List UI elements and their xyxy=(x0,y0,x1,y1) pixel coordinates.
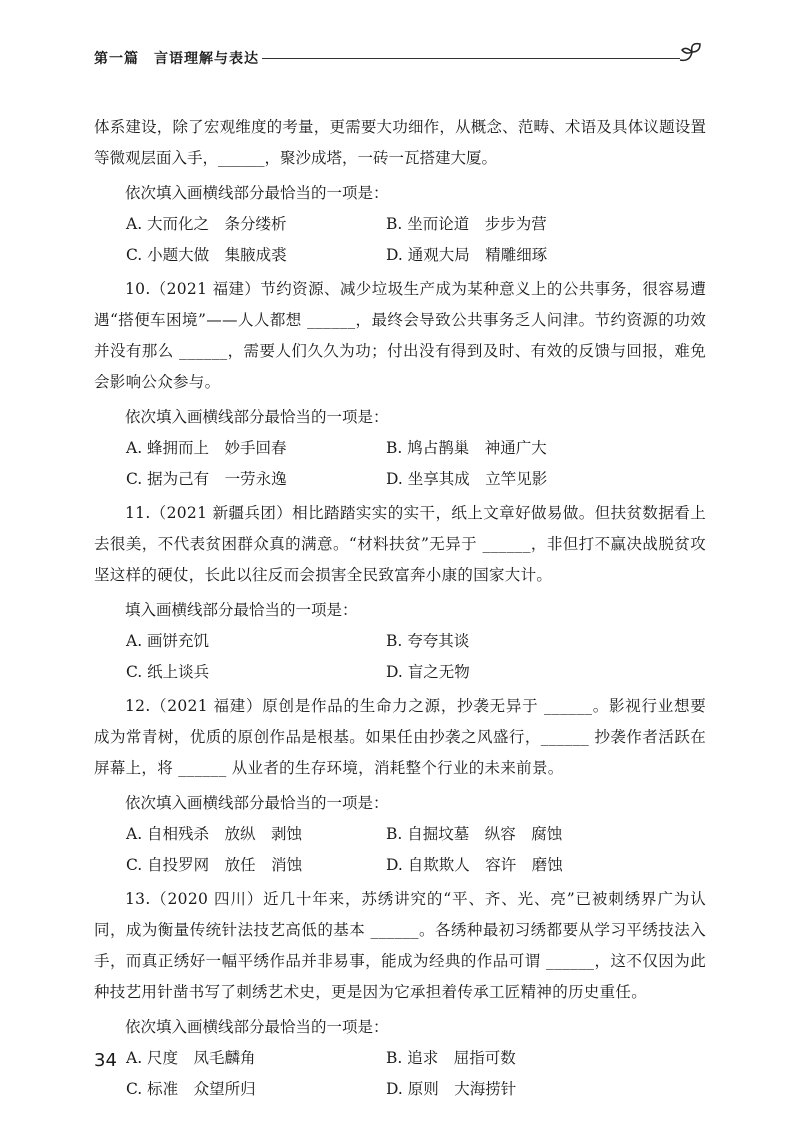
choice-a: A. 画饼充饥 xyxy=(126,632,210,650)
choice-b: B. 夸夸其谈 xyxy=(386,632,470,650)
choice-d: D. 通观大局 精雕细琢 xyxy=(386,246,548,264)
choice-b: B. 自掘坟墓 纵容 腐蚀 xyxy=(386,825,563,843)
choice-d: D. 盲之无物 xyxy=(386,663,470,681)
question-block xyxy=(94,274,706,495)
choice-a: A. 大而化之 条分缕析 xyxy=(126,215,287,233)
question-prompt: 依次填入画横线部分最恰当的一项是： xyxy=(125,1018,389,1036)
question-prompt: 依次填入画横线部分最恰当的一项是： xyxy=(125,184,389,202)
question-stem: 体系建设，除了宏观维度的考量，更需要大功细作，从概念、范畴、术语及具体议题设置等微观层面入手，______，聚沙成塔，一砖一瓦搭建大厦。 xyxy=(94,118,706,167)
section-title: 第一篇 言语理解与表达 xyxy=(94,51,259,67)
choice-list xyxy=(94,626,706,688)
question-block xyxy=(94,112,706,271)
question-stem: 13.（2020 四川）近几十年来，苏绣讲究的“平、齐、光、亮”已被刺绣界广为认同，成为衡量传统针法技艺高低的基本 ______。各绣种最初习绣都要从学习平绣技法入手，而真正绣好一幅平绣作品并非易事，能成为经典的作品可谓 ______，这不仅因为此种技艺用针凿书写了刺绣艺术史，更是因为它承担着传承工匠精神的历史重任。 xyxy=(94,890,706,1001)
choice-list xyxy=(94,433,706,495)
question-prompt: 依次填入画横线部分最恰当的一项是： xyxy=(125,408,389,426)
choice-b: B. 鸠占鹊巢 神通广大 xyxy=(386,439,547,457)
choice-c: C. 据为己有 一劳永逸 xyxy=(126,470,287,488)
question-stem: 10.（2021 福建）节约资源、减少垃圾生产成为某种意义上的公共事务，很容易遭遇“搭便车困境”——人人都想 ______，最终会导致公共事务乏人问津。节约资源的功效并没有那么 ______，需要人们久久为功；付出没有得到及时、有效的反馈与回报，难免会影响公众参与。 xyxy=(94,280,706,391)
question-stem: 11.（2021 新疆兵团）相比踏踏实实的实干，纸上文章好做易做。但扶贫数据看上去很美，不代表贫困群众真的满意。“材料扶贫”无异于 ______，非但打不赢决战脱贫攻坚这样的硬仗，长此以往反而会损害全民致富奔小康的国家大计。 xyxy=(94,504,706,584)
choice-d: D. 坐享其成 立竿见影 xyxy=(386,470,548,488)
page-body xyxy=(94,112,706,1105)
choice-b: B. 追求 屈指可数 xyxy=(386,1049,516,1067)
question-stem: 12.（2021 福建）原创是作品的生命力之源，抄袭无异于 ______。影视行业想要成为常青树，优质的原创作品是根基。如果任由抄袭之风盛行，______ 抄袭作者活跃在屏幕上，将 ______ 从业者的生存环境，消耗整个行业的未来前景。 xyxy=(94,697,706,777)
choice-list xyxy=(94,1043,706,1105)
choice-a: A. 尺度 凤毛麟角 xyxy=(126,1049,256,1067)
question-block xyxy=(94,498,706,688)
choice-d: D. 自欺欺人 容许 磨蚀 xyxy=(386,856,563,874)
choice-a: A. 蜂拥而上 妙手回春 xyxy=(126,439,287,457)
choice-c: C. 自投罗网 放任 消蚀 xyxy=(126,856,303,874)
choice-list xyxy=(94,209,706,271)
question-block xyxy=(94,691,706,881)
choice-c: C. 小题大做 集腋成裘 xyxy=(126,246,287,264)
sprout-icon xyxy=(676,40,706,70)
question-prompt: 填入画横线部分最恰当的一项是： xyxy=(125,601,358,619)
page-number: 34 xyxy=(94,1050,117,1071)
choice-c: C. 标准 众望所归 xyxy=(126,1080,256,1098)
choice-b: B. 坐而论道 步步为营 xyxy=(386,215,547,233)
header-rule xyxy=(262,58,680,59)
choice-d: D. 原则 大海捞针 xyxy=(386,1080,517,1098)
running-header xyxy=(94,40,706,72)
question-prompt: 依次填入画横线部分最恰当的一项是： xyxy=(125,794,389,812)
choice-list xyxy=(94,819,706,881)
question-block xyxy=(94,884,706,1105)
choice-c: C. 纸上谈兵 xyxy=(126,663,210,681)
choice-a: A. 自相残杀 放纵 剥蚀 xyxy=(126,825,303,843)
